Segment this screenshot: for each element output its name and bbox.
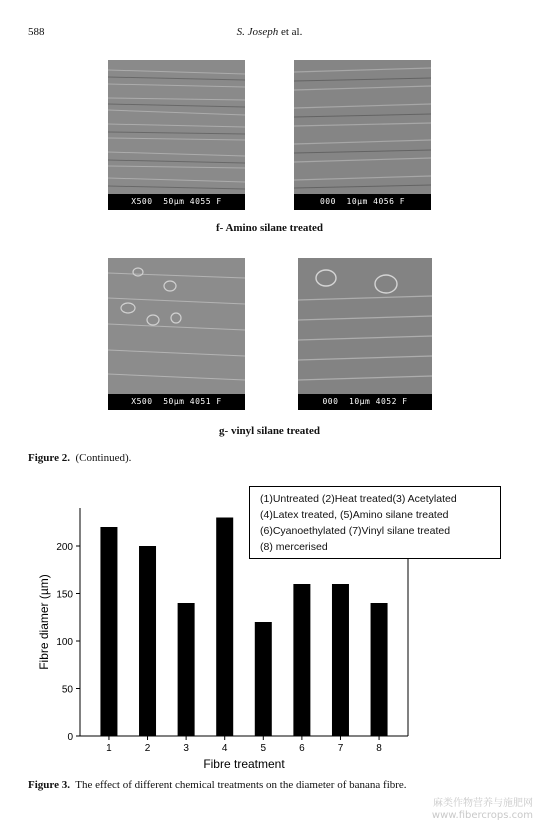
y-tick-label: 200 (56, 542, 73, 553)
sem-texture (298, 258, 432, 410)
sem-texture (108, 258, 245, 410)
bar (216, 518, 233, 737)
bar (293, 584, 310, 736)
x-tick-label: 6 (299, 743, 305, 754)
figure-2-text: (Continued). (75, 452, 132, 464)
bar (255, 622, 272, 736)
sem-texture (294, 60, 431, 210)
bar (139, 546, 156, 736)
x-tick-label: 5 (260, 743, 267, 754)
sem-scalebar: X500 50µm 4055 F (108, 194, 245, 210)
bar (178, 603, 195, 736)
y-tick-label: 0 (67, 732, 73, 743)
x-tick-label: 8 (376, 743, 382, 754)
sem-scalebar: 000 10µm 4056 F (294, 194, 431, 210)
x-tick-label: 3 (183, 743, 189, 754)
x-tick-label: 1 (106, 743, 112, 754)
figure-2g-caption: g- vinyl silane treated (219, 425, 320, 437)
running-title-suffix: et al. (278, 26, 303, 38)
x-tick-label: 7 (337, 743, 344, 754)
bar (371, 603, 388, 736)
running-head (28, 26, 511, 40)
y-tick-label: 150 (56, 589, 73, 601)
legend-line: (6)Cyanoethylated (7)Vinyl silane treated (260, 525, 451, 537)
sem-micrograph-g-left (108, 258, 245, 410)
running-title (28, 26, 511, 38)
watermark-line: 麻类作物营养与施肥网 (433, 798, 533, 809)
watermark (408, 798, 533, 822)
y-tick-label: 50 (61, 684, 73, 696)
legend-line: (8) mercerised (260, 541, 328, 553)
figure-3-label: Figure 3. (28, 779, 70, 791)
bar (332, 584, 349, 736)
sem-scalebar: 000 10µm 4052 F (298, 394, 432, 410)
figure-2-caption (28, 452, 131, 464)
watermark-line: www.fibercrops.com (431, 810, 533, 821)
x-axis-label: Fibre treatment (203, 757, 285, 771)
chart-legend (249, 486, 501, 559)
sem-micrograph-g-right (298, 258, 432, 410)
running-title-author: S. Joseph (236, 26, 279, 38)
sem-micrograph-f-left (108, 60, 245, 210)
figure-2f-caption: f- Amino silane treated (215, 222, 324, 234)
x-tick-label: 4 (221, 743, 228, 754)
sem-micrograph-f-right (294, 60, 431, 210)
legend-line: (4)Latex treated, (5)Amino silane treated (260, 509, 449, 521)
sem-texture (108, 60, 245, 210)
x-tick-label: 2 (144, 743, 151, 754)
figure-3-caption (28, 779, 407, 791)
page-number: 588 (28, 26, 45, 38)
sem-scalebar: X500 50µm 4051 F (108, 394, 245, 410)
bar (100, 527, 117, 736)
figure-2-label: Figure 2. (28, 452, 70, 464)
y-axis-label: Fibre diamer (µm) (37, 574, 51, 670)
figure-3-text: The effect of different chemical treatments on the diameter of banana fibre. (75, 779, 407, 791)
y-tick-label: 100 (56, 637, 73, 648)
legend-line: (1)Untreated (2)Heat treated(3) Acetylated (260, 493, 457, 505)
